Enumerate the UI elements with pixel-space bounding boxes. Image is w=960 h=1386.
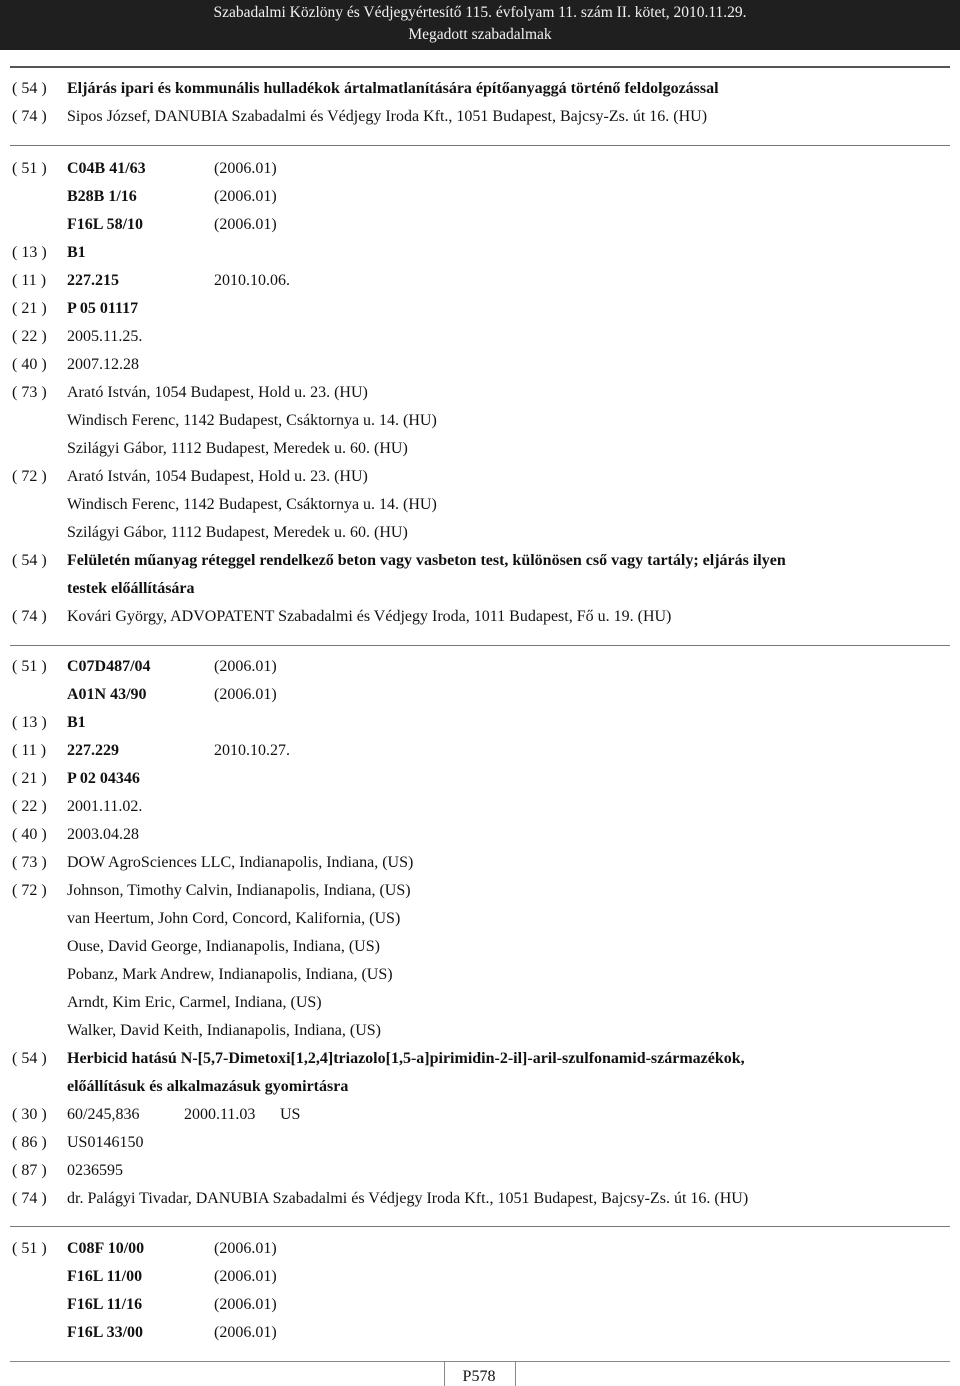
application-number: P 02 04346 <box>67 770 140 787</box>
entry-divider <box>10 1226 950 1227</box>
ipc-class: A01N 43/90 <box>67 686 147 703</box>
inventor: Arató István, 1054 Budapest, Hold u. 23. (HU) <box>67 468 368 485</box>
priority-number: 60/245,836 <box>67 1106 140 1123</box>
inid-code: ( 11 ) <box>12 742 47 759</box>
patent-number: 227.229 <box>67 742 119 759</box>
ipc-version: (2006.01) <box>214 1324 277 1341</box>
ipc-class: F16L 11/00 <box>67 1268 143 1285</box>
agent-text: dr. Palágyi Tivadar, DANUBIA Szabadalmi és Védjegy Iroda Kft., 1051 Budapest, Bajcsy-Zs. út 16. (HU) <box>67 1190 749 1207</box>
holder: Windisch Ferenc, 1142 Budapest, Csáktornya u. 14. (HU) <box>67 412 437 429</box>
inid-code: ( 22 ) <box>12 798 47 815</box>
inid-code: ( 51 ) <box>12 160 47 177</box>
ipc-class: C04B 41/63 <box>67 160 146 177</box>
ipc-version: (2006.01) <box>214 1296 277 1313</box>
filing-date: 2005.11.25. <box>67 328 143 345</box>
inid-code: ( 74 ) <box>12 108 47 125</box>
page-header <box>0 0 960 50</box>
inid-code: ( 54 ) <box>12 1050 47 1067</box>
inventor: Johnson, Timothy Calvin, Indianapolis, Indiana, (US) <box>67 882 411 899</box>
pct-publication-number: 0236595 <box>67 1162 123 1179</box>
patent-number: 227.215 <box>67 272 119 289</box>
page-number: P578 <box>462 1368 496 1385</box>
grant-date: 2010.10.06. <box>214 272 290 289</box>
section-title: Megadott szabadalmak <box>408 26 552 43</box>
inid-code: ( 51 ) <box>12 658 47 675</box>
ipc-version: (2006.01) <box>214 188 277 205</box>
inventor: Ouse, David George, Indianapolis, Indiana, (US) <box>67 938 380 955</box>
priority-country: US <box>280 1106 301 1123</box>
patent-title: előállításuk és alkalmazásuk gyomirtásra <box>67 1078 349 1095</box>
inid-code: ( 72 ) <box>12 882 47 899</box>
inventor: van Heertum, John Cord, Concord, Kalifornia, (US) <box>67 910 401 927</box>
inventor: Szilágyi Gábor, 1112 Budapest, Meredek u. 60. (HU) <box>67 524 408 541</box>
holder: Szilágyi Gábor, 1112 Budapest, Meredek u. 60. (HU) <box>67 440 408 457</box>
inid-code: ( 72 ) <box>12 468 47 485</box>
ipc-version: (2006.01) <box>214 160 277 177</box>
ipc-version: (2006.01) <box>214 658 277 675</box>
priority-date: 2000.11.03 <box>184 1106 256 1123</box>
ipc-class: F16L 58/10 <box>67 216 144 233</box>
application-number: P 05 01117 <box>67 300 139 317</box>
inid-code: ( 51 ) <box>12 1240 47 1257</box>
inid-code: ( 13 ) <box>12 244 47 261</box>
patent-title: Felületén műanyag réteggel rendelkező beton vagy vasbeton test, különösen cső vagy tartály; eljárás ilyen <box>67 552 786 569</box>
inid-code: ( 54 ) <box>12 552 47 569</box>
inid-code: ( 30 ) <box>12 1106 47 1123</box>
inid-code: ( 21 ) <box>12 300 47 317</box>
inid-code: ( 13 ) <box>12 714 47 731</box>
publication-date: 2007.12.28 <box>67 356 139 373</box>
inid-code: ( 74 ) <box>12 608 47 625</box>
inventor: Arndt, Kim Eric, Carmel, Indiana, (US) <box>67 994 322 1011</box>
ipc-class: C07D487/04 <box>67 658 151 675</box>
entry-divider <box>10 645 950 646</box>
kind-code: B1 <box>67 244 86 261</box>
filing-date: 2001.11.02. <box>67 798 143 815</box>
agent-text: Sipos József, DANUBIA Szabadalmi és Védjegy Iroda Kft., 1051 Budapest, Bajcsy-Zs. út 16. (HU) <box>67 108 708 125</box>
pct-application-number: US0146150 <box>67 1134 144 1151</box>
divider <box>10 66 950 68</box>
inid-code: ( 21 ) <box>12 770 47 787</box>
publication-date: 2003.04.28 <box>67 826 139 843</box>
ipc-version: (2006.01) <box>214 1240 277 1257</box>
agent-text: Kovári György, ADVOPATENT Szabadalmi és Védjegy Iroda, 1011 Budapest, Fő u. 19. (HU) <box>67 608 672 625</box>
ipc-class: F16L 33/00 <box>67 1324 144 1341</box>
patent-title: Eljárás ipari és kommunális hulladékok ártalmatlanítására építőanyaggá történő feldolgozással <box>67 80 719 97</box>
inid-code: ( 87 ) <box>12 1162 47 1179</box>
inid-code: ( 22 ) <box>12 328 47 345</box>
inid-code: ( 40 ) <box>12 826 47 843</box>
inid-code: ( 11 ) <box>12 272 47 289</box>
inventor: Windisch Ferenc, 1142 Budapest, Csáktornya u. 14. (HU) <box>67 496 437 513</box>
inventor: Walker, David Keith, Indianapolis, Indiana, (US) <box>67 1022 381 1039</box>
holder: Arató István, 1054 Budapest, Hold u. 23. (HU) <box>67 384 368 401</box>
patent-title: testek előállítására <box>67 580 195 597</box>
grant-date: 2010.10.27. <box>214 742 290 759</box>
inid-code: ( 86 ) <box>12 1134 47 1151</box>
inid-code: ( 54 ) <box>12 80 47 97</box>
ipc-class: F16L 11/16 <box>67 1296 143 1313</box>
journal-title: Szabadalmi Közlöny és Védjegyértesítő 115. évfolyam 11. szám II. kötet, 2010.11.29. <box>213 4 747 21</box>
ipc-class: B28B 1/16 <box>67 188 137 205</box>
patent-title: Herbicid hatású N-[5,7-Dimetoxi[1,2,4]triazolo[1,5-a]pirimidin-2-il]-aril-szulfonamid-származékok, <box>67 1050 745 1067</box>
inid-code: ( 73 ) <box>12 854 47 871</box>
inid-code: ( 73 ) <box>12 384 47 401</box>
kind-code: B1 <box>67 714 86 731</box>
inventor: Pobanz, Mark Andrew, Indianapolis, Indiana, (US) <box>67 966 393 983</box>
inid-code: ( 74 ) <box>12 1190 47 1207</box>
holder: DOW AgroSciences LLC, Indianapolis, Indiana, (US) <box>67 854 414 871</box>
inid-code: ( 40 ) <box>12 356 47 373</box>
ipc-version: (2006.01) <box>214 216 277 233</box>
ipc-version: (2006.01) <box>214 1268 277 1285</box>
entry-divider <box>10 145 950 146</box>
ipc-version: (2006.01) <box>214 686 277 703</box>
ipc-class: C08F 10/00 <box>67 1240 145 1257</box>
